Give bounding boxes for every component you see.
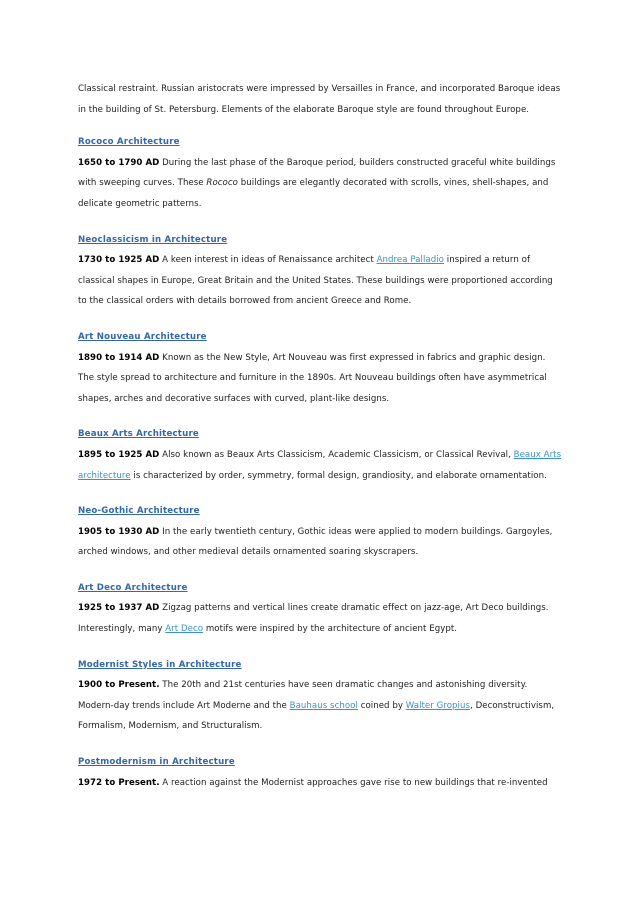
paragraph-beaux-arts: 1895 to 1925 AD Also known as Beaux Arts Classicism, Academic Classicism, or Classical Revival, Beaux Arts architecture is characterized by order, symmetry, formal design, grandiosity, and elaborate ornamentation. bbox=[78, 449, 562, 481]
heading-art-nouveau[interactable]: Art Nouveau Architecture bbox=[78, 331, 207, 342]
intro-paragraph: Classical restraint. Russian aristocrats were impressed by Versailles in France, and incorporated Baroque ideas in the building of St. Petersburg. Elements of the elaborate Baroque style are found throughout Europe. bbox=[78, 84, 561, 115]
link-walter-gropius[interactable]: Walter Gropius bbox=[405, 700, 471, 711]
period-art-nouveau: 1890 to 1914 AD bbox=[78, 352, 160, 363]
heading-postmodernism[interactable]: Postmodernism in Architecture bbox=[78, 757, 235, 768]
heading-rococo[interactable]: Rococo Architecture bbox=[78, 137, 180, 148]
document-body bbox=[78, 79, 564, 808]
section-rococo bbox=[78, 132, 564, 214]
paragraph-postmodernism: 1972 to Present. A reaction against the Modernist approaches gave rise to new buildings that re-invented bbox=[78, 777, 548, 788]
section-neoclassicism bbox=[78, 230, 564, 312]
section-postmodernism bbox=[78, 752, 564, 793]
period-modernist: 1900 to Present. bbox=[78, 680, 160, 691]
period-art-deco: 1925 to 1937 AD bbox=[78, 603, 160, 614]
heading-beaux-arts[interactable]: Beaux Arts Architecture bbox=[78, 429, 199, 440]
paragraph-rococo: 1650 to 1790 AD During the last phase of the Baroque period, builders constructed graceful white buildings with sweeping curves. These Rococo buildings are elegantly decorated with scrolls, vines, shell-shapes, and delicate geometric patterns. bbox=[78, 157, 556, 209]
rococo-emphasis: Rococo bbox=[206, 178, 238, 189]
period-beaux-arts: 1895 to 1925 AD bbox=[78, 449, 160, 460]
paragraph-modernist: 1900 to Present. The 20th and 21st centuries have seen dramatic changes and astonishing diversity. Modern-day trends include Art Moderne and the Bauhaus school coined by Walter Gropius, Deconstructivism, Formalism, Modernism, and Structuralism. bbox=[78, 680, 555, 732]
section-modernist bbox=[78, 655, 564, 737]
section-art-nouveau bbox=[78, 327, 564, 409]
section-neo-gothic bbox=[78, 501, 564, 563]
paragraph-art-nouveau: 1890 to 1914 AD Known as the New Style, Art Nouveau was first expressed in fabrics and graphic design. The style spread to architecture and furniture in the 1890s. Art Nouveau buildings often have asymmetrical shapes, arches and decorative surfaces with curved, plant-like designs. bbox=[78, 352, 547, 404]
period-rococo: 1650 to 1790 AD bbox=[78, 157, 160, 168]
heading-neo-gothic[interactable]: Neo-Gothic Architecture bbox=[78, 506, 200, 517]
period-neo-gothic: 1905 to 1930 AD bbox=[78, 526, 160, 537]
heading-modernist[interactable]: Modernist Styles in Architecture bbox=[78, 659, 242, 670]
link-art-deco[interactable]: Art Deco bbox=[165, 624, 204, 635]
section-art-deco bbox=[78, 578, 564, 640]
heading-neoclassicism[interactable]: Neoclassicism in Architecture bbox=[78, 234, 228, 245]
paragraph-neoclassicism: 1730 to 1925 AD A keen interest in ideas of Renaissance architect Andrea Palladio inspired a return of classical shapes in Europe, Great Britain and the United States. These buildings were proportioned according to the classical orders with details borrowed from ancient Greece and Rome. bbox=[78, 255, 553, 307]
link-beaux-arts-architecture[interactable]: Beaux Arts architecture bbox=[78, 449, 562, 481]
link-bauhaus-school[interactable]: Bauhaus school bbox=[289, 700, 358, 711]
period-neoclassicism: 1730 to 1925 AD bbox=[78, 255, 160, 266]
period-postmodernism: 1972 to Present. bbox=[78, 777, 160, 788]
paragraph-neo-gothic: 1905 to 1930 AD In the early twentieth century, Gothic ideas were applied to modern buildings. Gargoyles, arched windows, and other medieval details ornamented soaring skyscrapers. bbox=[78, 526, 553, 558]
section-beaux-arts bbox=[78, 424, 564, 486]
heading-art-deco[interactable]: Art Deco Architecture bbox=[78, 582, 188, 593]
link-andrea-palladio[interactable]: Andrea Palladio bbox=[376, 255, 444, 266]
paragraph-art-deco: 1925 to 1937 AD Zigzag patterns and vertical lines create dramatic effect on jazz-age, Art Deco buildings. Interestingly, many Art Deco motifs were inspired by the architecture of ancient Egypt. bbox=[78, 603, 549, 635]
